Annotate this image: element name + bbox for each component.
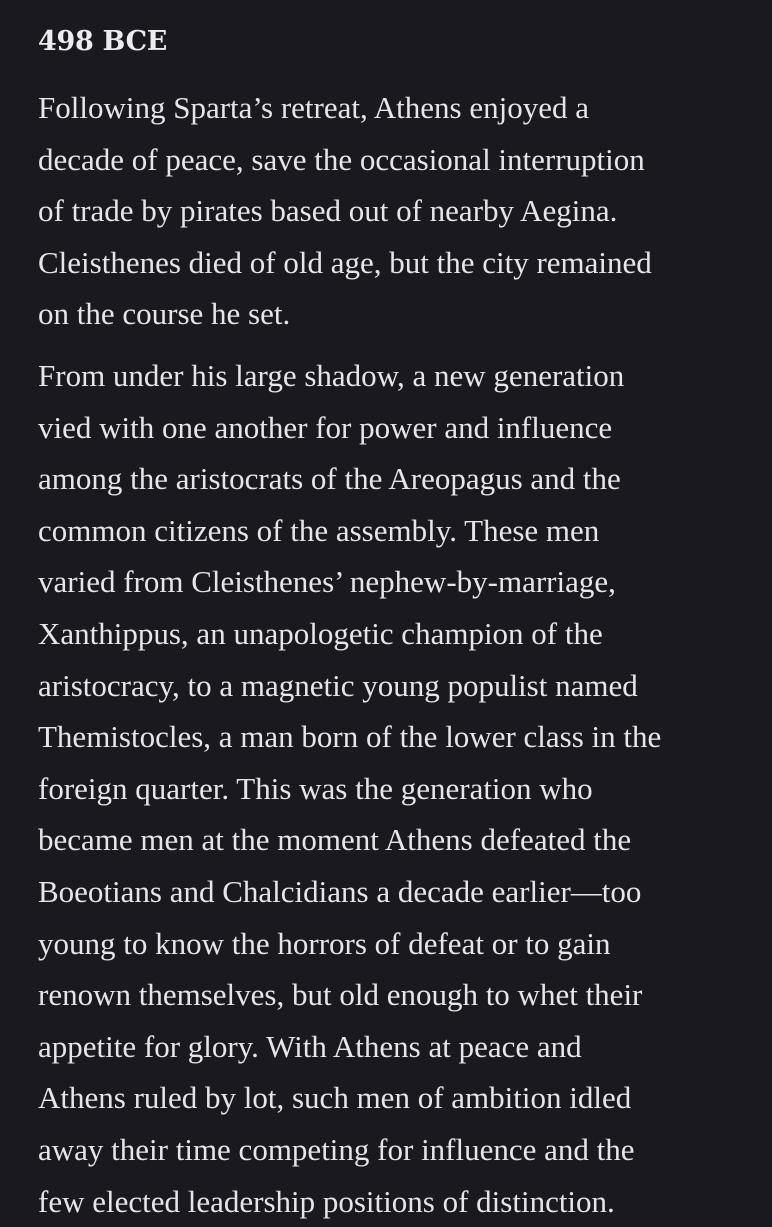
- paragraph-line: appetite for glory. With Athens at peace and: [38, 1021, 661, 1073]
- paragraph-line: became men at the moment Athens defeated the: [38, 814, 661, 866]
- paragraph-line: few elected leadership positions of distinction.: [38, 1176, 661, 1227]
- paragraph-2: [38, 350, 661, 1227]
- paragraph-line: young to know the horrors of defeat or to gain: [38, 918, 661, 970]
- paragraph-line: Following Sparta’s retreat, Athens enjoyed a: [38, 82, 652, 134]
- paragraph-line: foreign quarter. This was the generation who: [38, 763, 661, 815]
- paragraph-line: aristocracy, to a magnetic young populist named: [38, 660, 661, 712]
- paragraph-line: Cleisthenes died of old age, but the city remained: [38, 237, 652, 289]
- paragraph-1: [38, 82, 652, 340]
- paragraph-line: From under his large shadow, a new generation: [38, 350, 661, 402]
- paragraph-line: away their time competing for influence and the: [38, 1124, 661, 1176]
- paragraph-line: Themistocles, a man born of the lower class in the: [38, 711, 661, 763]
- paragraph-line: Xanthippus, an unapologetic champion of the: [38, 608, 661, 660]
- paragraph-line: decade of peace, save the occasional interruption: [38, 134, 652, 186]
- paragraph-line: renown themselves, but old enough to whet their: [38, 969, 661, 1021]
- paragraph-line: Boeotians and Chalcidians a decade earlier—too: [38, 866, 661, 918]
- paragraph-line: vied with one another for power and influence: [38, 402, 661, 454]
- paragraph-line: Athens ruled by lot, such men of ambition idled: [38, 1072, 661, 1124]
- paragraph-line: on the course he set.: [38, 288, 652, 340]
- paragraph-line: varied from Cleisthenes’ nephew-by-marriage,: [38, 556, 661, 608]
- section-heading: 498 BCE: [38, 22, 167, 62]
- paragraph-line: among the aristocrats of the Areopagus and the: [38, 453, 661, 505]
- paragraph-line: common citizens of the assembly. These men: [38, 505, 661, 557]
- paragraph-line: of trade by pirates based out of nearby Aegina.: [38, 185, 652, 237]
